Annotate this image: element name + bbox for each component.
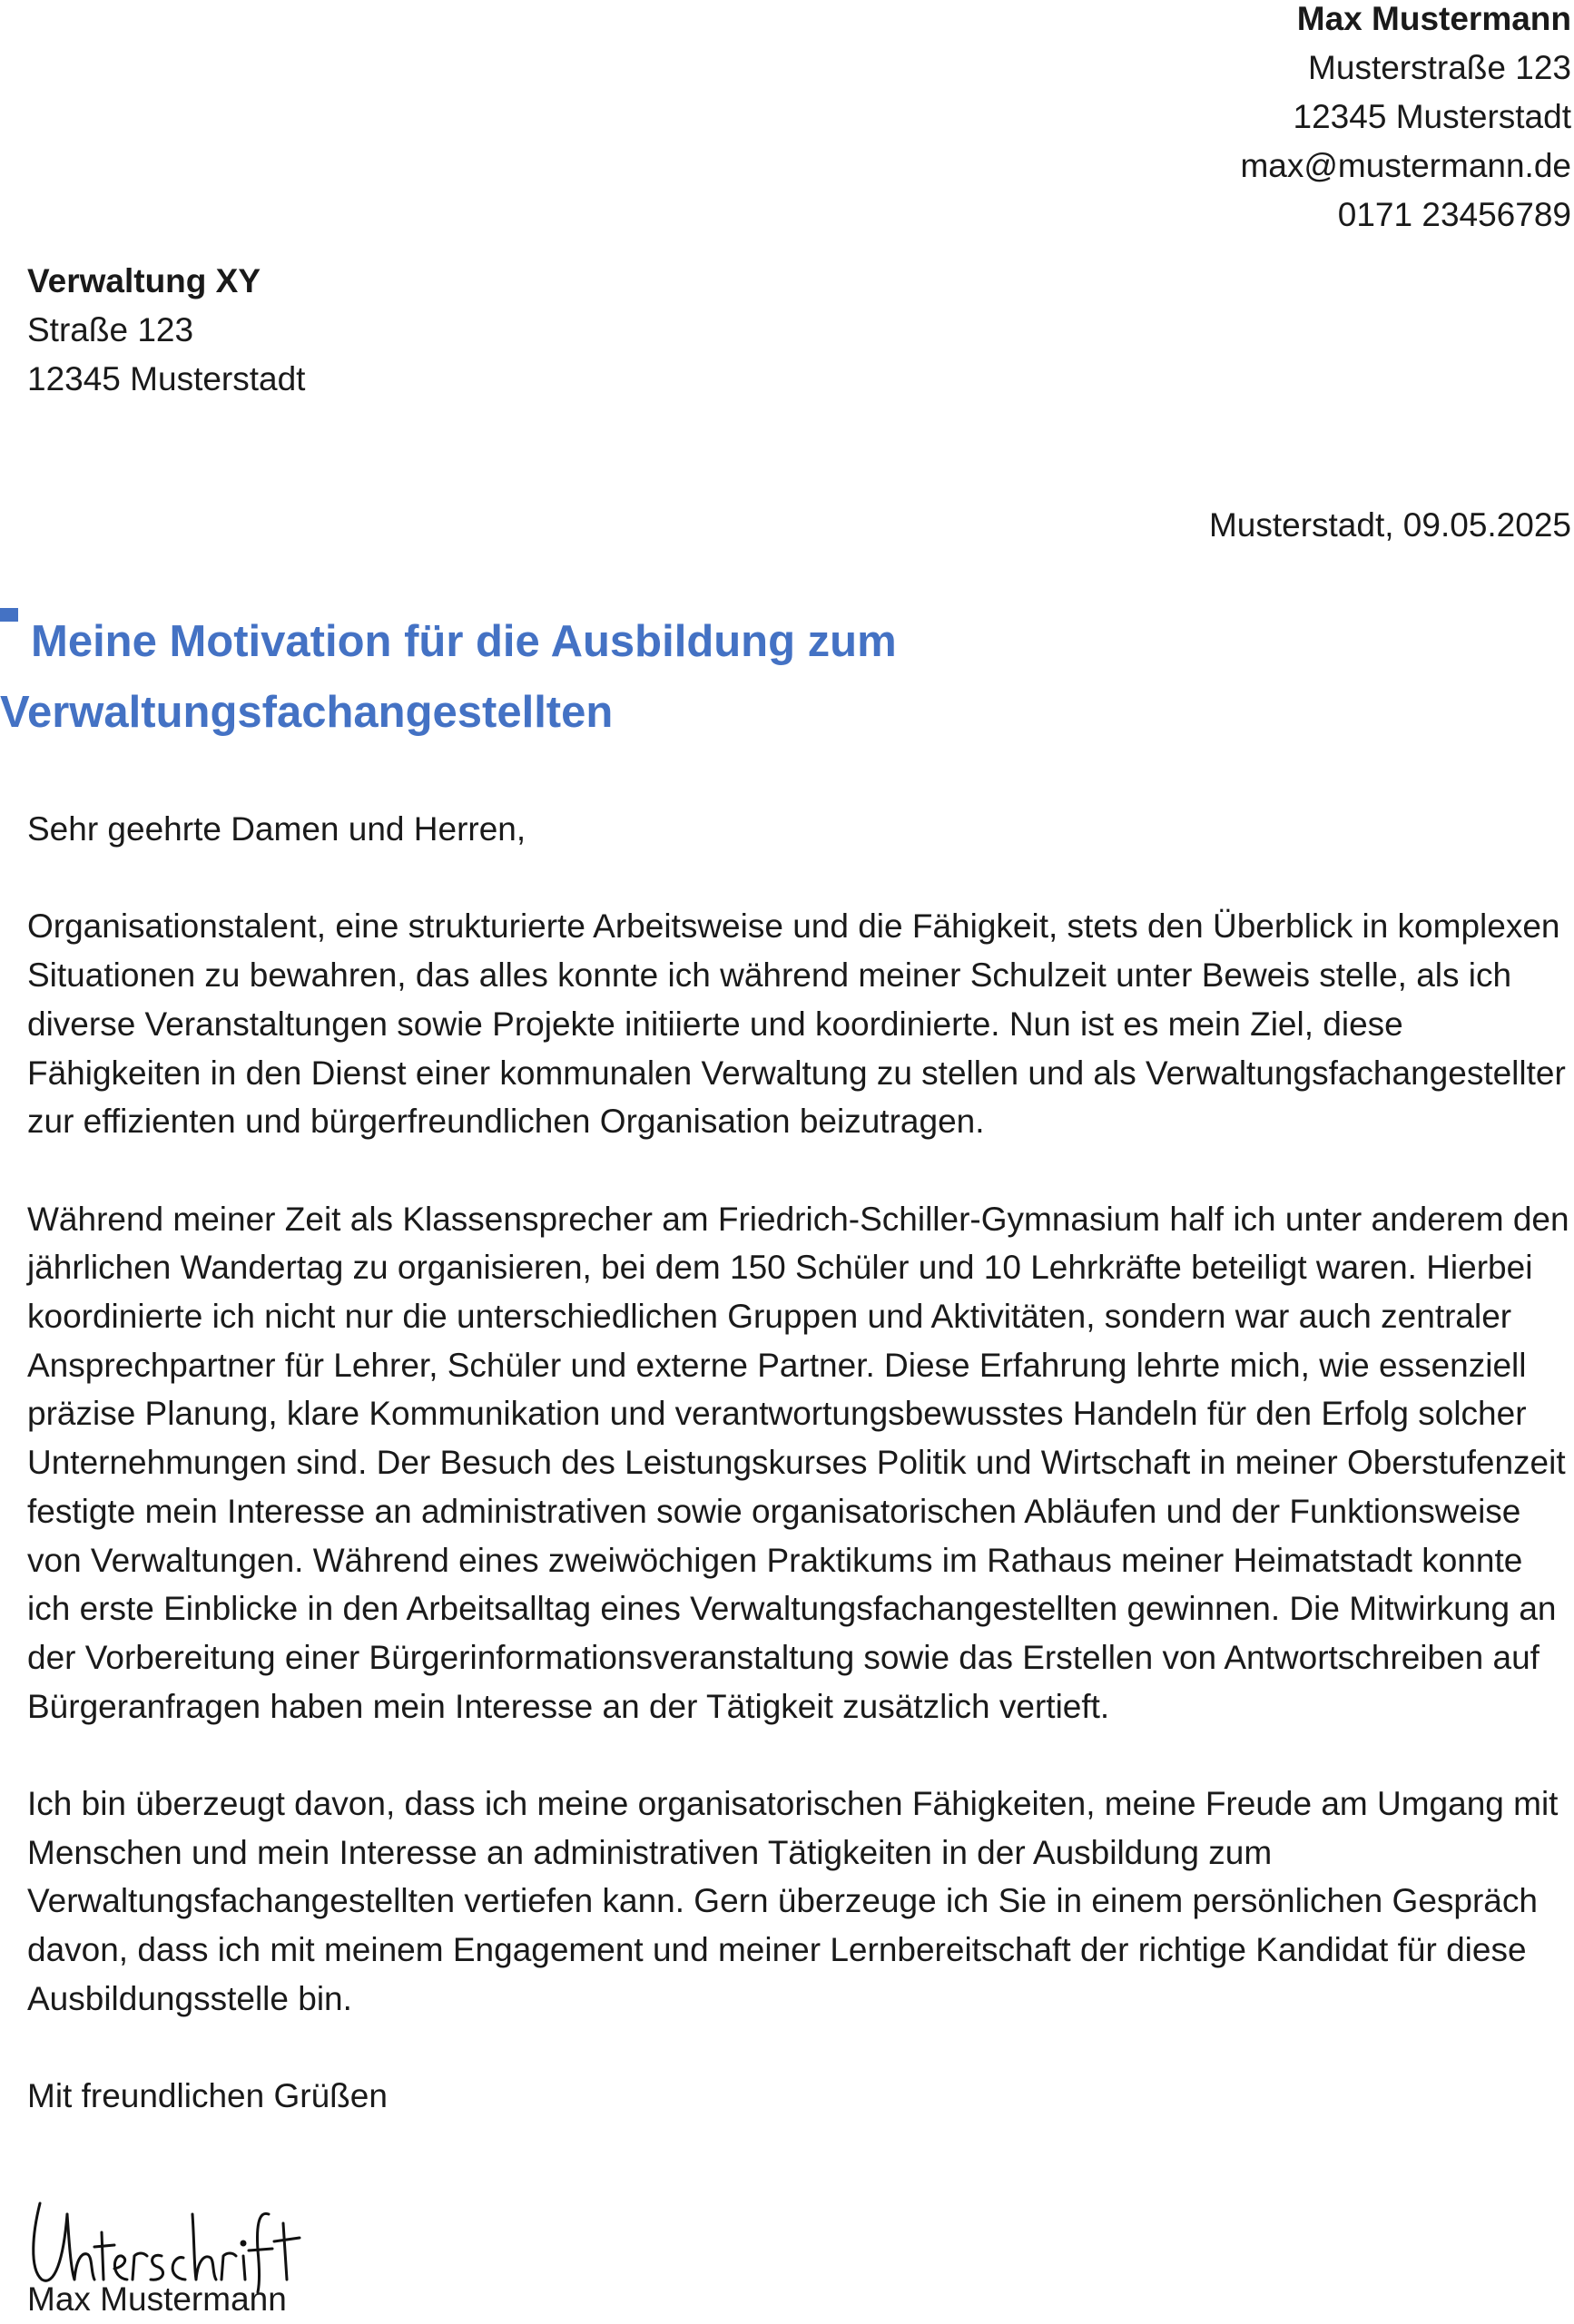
sender-phone: 0171 23456789 <box>1337 196 1571 233</box>
recipient-name: Verwaltung XY <box>27 262 261 299</box>
sender-city: 12345 Musterstadt <box>1293 98 1571 135</box>
letter-date: Musterstadt, 09.05.2025 <box>1208 506 1571 544</box>
closing: Mit freundlichen Grüßen <box>27 2077 388 2115</box>
recipient-city: 12345 Musterstadt <box>27 360 306 397</box>
recipient-street: Straße 123 <box>27 311 194 348</box>
body-paragraph-3: Ich bin überzeugt davon, dass ich meine organisatorischen Fähigkeiten, meine Freude am Umgang mit Menschen und mein Interesse an administrativen Tätigkeiten in der Ausbildung zum Verwaltungsfachangestellten vertiefen kann. Gern überzeuge ich Sie in einem persönlichen Gespräch davon, dass ich mit meinem Engagement und meiner Lernbereitschaft der richtige Kandidat für diese Ausbildungsstelle bin. <box>27 1785 1559 2017</box>
body-paragraph-1: Organisationstalent, eine strukturierte Arbeitsweise und die Fähigkeit, stets den Überblick in komplexen Situationen zu bewahren, das alles konnte ich während meiner Schulzeit unter Beweis stelle, als ich diverse Veranstaltungen sowie Projekte initiierte und koordinierte. Nun ist es mein Ziel, diese Fähigkeiten in den Dienst einer kommunalen Verwaltung zu stellen und als Verwaltungsfachangestellter zur effizienten und bürgerfreundlichen Organisation beizutragen. <box>27 907 1566 1141</box>
salutation: Sehr geehrte Damen und Herren, <box>27 810 526 848</box>
sender-name: Max Mustermann <box>1296 0 1571 37</box>
letter-body <box>27 805 1574 2170</box>
sender-email: max@mustermann.de <box>1240 147 1571 184</box>
sender-address-block <box>1240 0 1571 240</box>
sender-street: Musterstraße 123 <box>1308 49 1571 86</box>
signer-name: Max Mustermann <box>27 2280 287 2318</box>
body-paragraph-2: Während meiner Zeit als Klassensprecher am Friedrich-Schiller-Gymnasium half ich unter anderem den jährlichen Wandertag zu organisieren, bei dem 150 Schüler und 10 Lehrkräfte beteiligt waren. Hierbei koordinierte ich nicht nur die unterschiedlichen Gruppen und Aktivitäten, sondern war auch zentraler Ansprechpartner für Lehrer, Schüler und externe Partner. Diese Erfahrung lehrte mich, wie essenziell präzise Planung, klare Kommunikation und verantwortungsbewusstes Handeln für den Erfolg solcher Unternehmungen sind. Der Besuch des Leistungskurses Politik und Wirtschaft in meiner Oberstufenzeit festigte mein Interesse an administrativen sowie organisatorischen Abläufen und der Funktionsweise von Verwaltungen. Während eines zweiwöchigen Praktikums im Rathaus meiner Heimatstadt konnte ich erste Einblicke in den Arbeitsalltag eines Verwaltungsfachangestellten gewinnen. Die Mitwirkung an der Vorbereitung einer Bürgerinformationsveranstaltung sowie das Erstellen von Antwortschreiben auf Bürgeranfragen haben mein Interesse an der Tätigkeit zusätzlich vertieft. <box>27 1200 1569 1725</box>
recipient-address-block <box>27 257 305 404</box>
heading-line-2: Verwaltungsfachangestellten <box>0 688 614 737</box>
letter-subject-heading <box>0 606 1089 748</box>
heading-line-1: Meine Motivation für die Ausbildung zum <box>31 617 897 666</box>
